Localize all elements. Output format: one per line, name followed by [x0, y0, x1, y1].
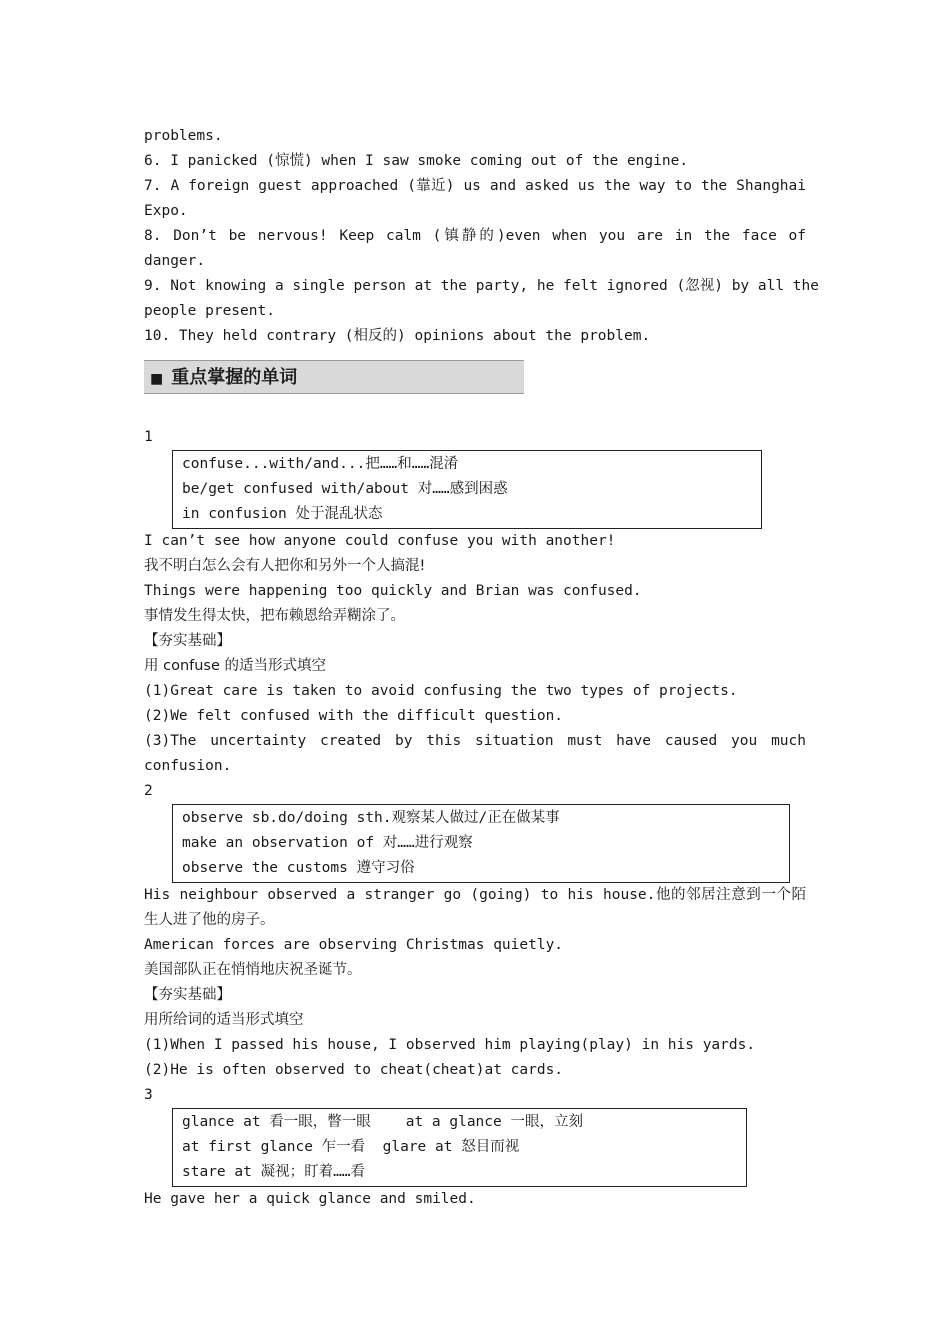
phrase-line: confuse...with/and...把……和……混淆 [182, 456, 459, 472]
example-line: 我不明白怎么会有人把你和另外一个人搞混! [144, 558, 426, 574]
phrase-box [172, 1108, 747, 1187]
text-line: problems. [144, 128, 223, 144]
text-line: 7. A foreign guest approached (靠近) us and asked us the way to the Shanghai [144, 178, 806, 194]
text-line: danger. [144, 253, 206, 269]
phrase-line: make an observation of 对……进行观察 [182, 835, 473, 851]
practice-label: 【夯实基础】 [144, 633, 231, 649]
phrase-line: at first glance 乍一看 glare at 怒目而视 [182, 1139, 520, 1155]
section-heading [144, 360, 524, 394]
entry-number: 2 [144, 783, 153, 799]
phrase-line: be/get confused with/about 对……感到困惑 [182, 481, 508, 497]
example-line: I can’t see how anyone could confuse you with another! [144, 533, 616, 549]
practice-item: (2)He is often observed to cheat(cheat)at cards. [144, 1062, 564, 1078]
practice-item: (3)The uncertainty created by this situation must have caused you much [144, 733, 806, 749]
section-title: 重点掌握的单词 [171, 367, 298, 388]
document-page [144, 124, 820, 1212]
practice-item: (1)Great care is taken to avoid confusing the two types of projects. [144, 683, 738, 699]
phrase-line: in confusion 处于混乱状态 [182, 506, 383, 522]
practice-instruction: 用 confuse 的适当形式填空 [144, 658, 327, 674]
text-line: 8. Don’t be nervous! Keep calm (镇静的)even when you are in the face of [144, 228, 806, 244]
vocab-entry [144, 779, 806, 1083]
text-line: 9. Not knowing a single person at the party, he felt ignored (忽视) by all the [144, 278, 820, 294]
phrase-line: stare at 凝视；盯着……看 [182, 1164, 366, 1180]
example-line: American forces are observing Christmas quietly. [144, 937, 564, 953]
entry-number: 1 [144, 429, 153, 445]
phrase-box [172, 804, 790, 883]
phrase-line: observe sb.do/doing sth.观察某人做过/正在做某事 [182, 810, 560, 826]
phrase-box [172, 450, 762, 529]
entry-number: 3 [144, 1087, 153, 1103]
phrase-line: glance at 看一眼，瞥一眼 at a glance 一眼，立刻 [182, 1114, 583, 1130]
intro-sentences [144, 124, 820, 349]
text-line: 10. They held contrary (相反的) opinions about the problem. [144, 328, 651, 344]
text-line: people present. [144, 303, 275, 319]
text-line: 6. I panicked (惊慌) when I saw smoke coming out of the engine. [144, 153, 689, 169]
practice-instruction: 用所给词的适当形式填空 [144, 1012, 304, 1028]
example-line: 事情发生得太快，把布赖恩给弄糊涂了。 [144, 608, 405, 624]
vocab-entry [144, 1083, 806, 1212]
phrase-line: observe the customs 遵守习俗 [182, 860, 415, 876]
example-line: He gave her a quick glance and smiled. [144, 1191, 476, 1207]
example-line: His neighbour observed a stranger go (going) to his house.他的邻居注意到一个陌 [144, 887, 806, 903]
practice-item: (2)We felt confused with the difficult question. [144, 708, 564, 724]
text-line: Expo. [144, 203, 188, 219]
practice-label: 【夯实基础】 [144, 987, 231, 1003]
square-bullet-icon: ■ [150, 371, 164, 387]
vocab-entry [144, 425, 806, 779]
practice-item: confusion. [144, 758, 232, 774]
example-line: 美国部队正在悄悄地庆祝圣诞节。 [144, 962, 362, 978]
example-line: Things were happening too quickly and Brian was confused. [144, 583, 642, 599]
practice-item: (1)When I passed his house, I observed him playing(play) in his yards. [144, 1037, 756, 1053]
example-line: 生人进了他的房子。 [144, 912, 275, 928]
